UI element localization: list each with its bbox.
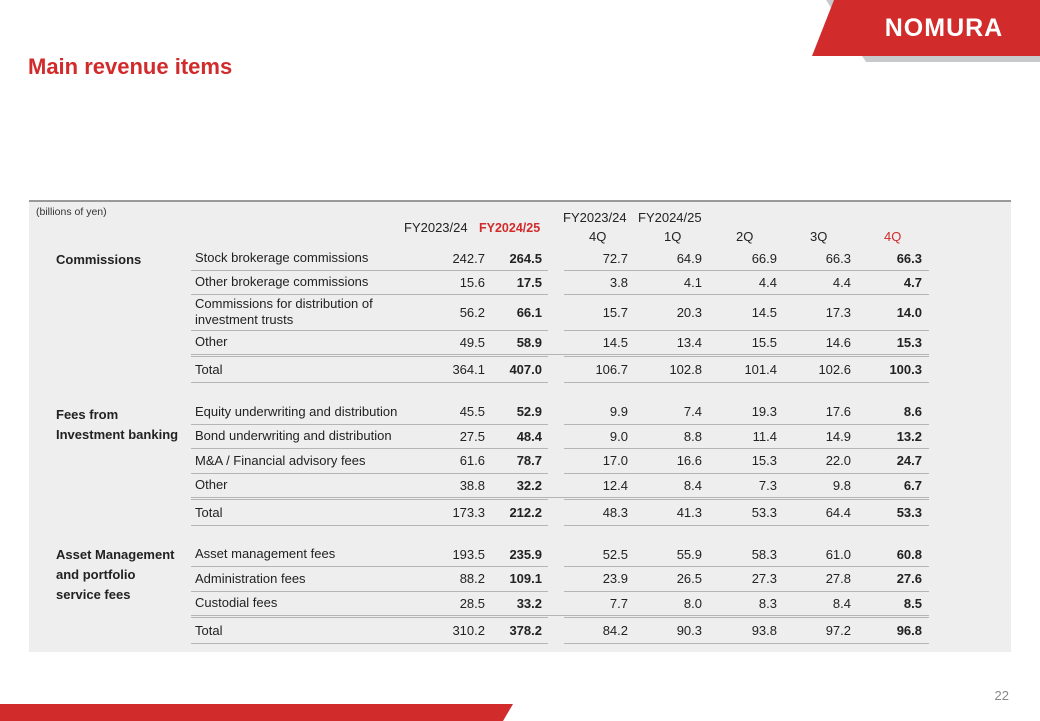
row-label: Bond underwriting and distribution	[195, 428, 392, 443]
row-value: 193.5	[452, 546, 485, 562]
column-gap	[548, 589, 564, 617]
row-value: 41.3	[676, 505, 702, 520]
row-value: 58.3	[751, 546, 777, 562]
total-row	[191, 615, 929, 644]
table-row	[191, 294, 929, 331]
row-value: 8.3	[758, 595, 777, 611]
page-number: 22	[994, 688, 1009, 703]
group-label-line: Fees from	[56, 407, 119, 422]
row-value: 14.6	[825, 334, 851, 350]
total-row	[191, 354, 929, 383]
row-label: Other	[195, 477, 228, 492]
row-value: 15.3	[896, 334, 922, 350]
row-value: 58.9	[516, 334, 542, 350]
row-label: Stock brokerage commissions	[195, 250, 369, 265]
header-quarter: 3Q	[810, 229, 828, 244]
group-label-line: Investment banking	[56, 427, 179, 442]
row-value: 23.9	[602, 571, 628, 586]
row-value: 212.2	[509, 505, 542, 520]
group-label	[56, 405, 178, 445]
row-value: 364.1	[452, 362, 485, 377]
row-value: 8.4	[832, 595, 851, 611]
row-value: 48.3	[602, 505, 628, 520]
row-value: 9.9	[609, 404, 628, 419]
row-value: 8.8	[683, 428, 702, 444]
row-value: 32.2	[516, 477, 542, 493]
row-value: 4.4	[758, 274, 777, 290]
row-value: 102.6	[818, 362, 851, 377]
row-value: 235.9	[509, 546, 542, 562]
row-value: 49.5	[459, 334, 485, 350]
row-value: 64.4	[825, 505, 851, 520]
header-quarter-current: 4Q	[884, 229, 902, 244]
row-value: 310.2	[452, 623, 485, 638]
group-label	[56, 250, 141, 270]
row-value: 12.4	[602, 477, 628, 493]
header-quarter-year-prev: FY2023/24	[563, 210, 627, 225]
row-value: 78.7	[516, 453, 542, 468]
column-gap	[548, 616, 564, 645]
row-value: 11.4	[752, 428, 777, 444]
row-label: Equity underwriting and distribution	[195, 403, 398, 419]
header-annual-prev: FY2023/24	[404, 220, 468, 235]
row-value: 14.5	[602, 334, 628, 350]
column-gap	[548, 355, 564, 384]
row-value: 72.7	[602, 250, 628, 266]
header-quarter-year-curr: FY2024/25	[638, 210, 702, 225]
row-value: 52.5	[602, 546, 628, 562]
row-label: Custodial fees	[195, 595, 278, 610]
row-value: 20.3	[676, 304, 702, 320]
row-value: 100.3	[889, 362, 922, 377]
row-value: 15.7	[602, 304, 628, 320]
row-label: Total	[195, 622, 223, 638]
row-value: 28.5	[459, 595, 485, 611]
row-label: M&A / Financial advisory fees	[195, 452, 366, 468]
table-row	[191, 591, 929, 616]
row-value: 102.8	[669, 362, 702, 377]
row-value: 26.5	[676, 571, 702, 586]
row-value: 3.8	[609, 274, 628, 290]
row-value: 9.0	[609, 428, 628, 444]
row-value: 6.7	[903, 477, 922, 493]
row-value: 4.4	[832, 274, 851, 290]
row-value: 52.9	[516, 404, 542, 419]
row-value: 15.6	[459, 274, 485, 290]
row-value: 88.2	[459, 571, 485, 586]
row-value: 101.4	[744, 362, 777, 377]
row-value: 27.5	[459, 428, 485, 444]
row-value: 106.7	[595, 362, 628, 377]
row-value: 378.2	[509, 623, 542, 638]
row-value: 8.4	[683, 477, 702, 493]
row-value: 8.5	[903, 595, 922, 611]
row-value: 64.9	[676, 250, 702, 266]
row-value: 4.1	[683, 274, 702, 290]
row-value: 27.6	[896, 571, 922, 586]
row-label: Asset management fees	[195, 546, 336, 561]
column-gap	[548, 498, 564, 527]
header-quarter: 1Q	[664, 229, 682, 244]
row-value: 7.3	[758, 477, 777, 493]
row-value: 61.6	[459, 453, 485, 468]
row-label: Total	[195, 504, 223, 520]
row-value: 15.3	[751, 453, 777, 468]
row-value: 7.7	[609, 595, 628, 611]
row-value: 90.3	[676, 623, 702, 638]
page-title: Main revenue items	[28, 54, 233, 79]
row-label: Other	[195, 334, 228, 349]
header-quarter: 2Q	[736, 229, 754, 244]
row-value: 14.5	[751, 304, 777, 320]
row-value: 96.8	[896, 623, 922, 638]
row-value: 242.7	[452, 250, 485, 266]
units-note: (billions of yen)	[36, 206, 107, 218]
row-value: 61.0	[825, 546, 851, 562]
total-row	[191, 497, 929, 526]
row-value: 19.3	[751, 404, 777, 419]
row-value: 45.5	[459, 404, 485, 419]
group-label-line: service fees	[56, 587, 131, 602]
column-gap	[548, 471, 564, 499]
row-label: Total	[195, 361, 223, 377]
row-value: 93.8	[751, 623, 777, 638]
row-value: 27.8	[825, 571, 851, 586]
row-label: Administration fees	[195, 570, 306, 586]
row-value: 15.5	[751, 334, 777, 350]
group-label-line: and portfolio	[56, 567, 136, 582]
row-value: 66.1	[516, 304, 542, 320]
row-value: 17.6	[825, 404, 851, 419]
row-label: Other brokerage commissions	[195, 274, 369, 289]
row-value: 66.3	[896, 250, 922, 266]
row-value: 27.3	[751, 571, 777, 586]
row-value: 17.0	[602, 453, 628, 468]
row-value: 8.6	[903, 404, 922, 419]
row-value: 17.3	[825, 304, 851, 320]
group-label-line: Commissions	[56, 252, 142, 267]
row-value: 13.2	[896, 428, 922, 444]
row-label: Commissions for distribution of investment trusts	[195, 296, 373, 327]
row-value: 264.5	[509, 250, 542, 266]
column-gap	[548, 292, 564, 332]
row-value: 33.2	[516, 595, 542, 611]
header-quarter: 4Q	[589, 229, 607, 244]
row-value: 56.2	[459, 304, 485, 320]
row-value: 13.4	[676, 334, 702, 350]
row-value: 407.0	[509, 362, 542, 377]
row-value: 14.0	[896, 304, 922, 320]
row-value: 17.5	[516, 274, 542, 290]
row-value: 53.3	[751, 505, 777, 520]
group-label	[56, 545, 174, 605]
table-row	[191, 330, 929, 355]
row-value: 4.7	[903, 274, 922, 290]
table-row	[191, 473, 929, 498]
row-value: 53.3	[896, 505, 922, 520]
row-value: 38.8	[459, 477, 485, 493]
row-value: 16.6	[676, 453, 702, 468]
row-value: 84.2	[602, 623, 628, 638]
row-value: 9.8	[832, 477, 851, 493]
row-value: 60.8	[896, 546, 922, 562]
row-value: 22.0	[825, 453, 851, 468]
column-gap	[548, 328, 564, 356]
row-value: 173.3	[452, 505, 485, 520]
row-value: 24.7	[896, 453, 922, 468]
group-label-line: Asset Management	[56, 547, 175, 562]
row-value: 7.4	[683, 404, 702, 419]
row-value: 66.3	[825, 250, 851, 266]
footer-red-bar	[0, 704, 513, 721]
row-value: 97.2	[825, 623, 851, 638]
header-annual-curr: FY2024/25	[479, 221, 541, 235]
nomura-logo: NOMURA	[884, 14, 1004, 42]
row-value: 48.4	[516, 428, 542, 444]
row-value: 8.0	[683, 595, 702, 611]
row-value: 55.9	[676, 546, 702, 562]
row-value: 66.9	[751, 250, 777, 266]
row-value: 14.9	[825, 428, 851, 444]
row-value: 109.1	[509, 571, 542, 586]
